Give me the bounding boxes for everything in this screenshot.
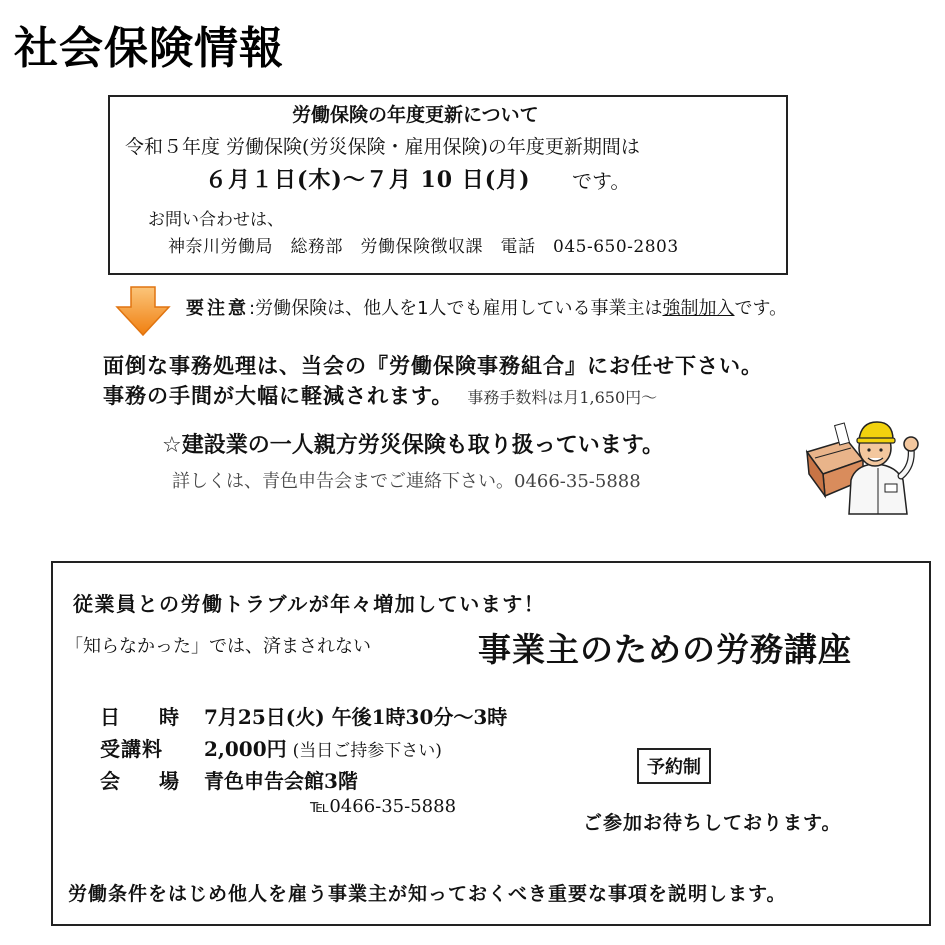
inquiry-contact: 神奈川労働局 総務部 労働保険徴収課 電話 045-650-2803 <box>168 237 679 257</box>
seminar-venue-row <box>100 765 358 794</box>
venue-label: 会 場 <box>100 769 195 793</box>
contractor-contact: 詳しくは、青色申告会までご連絡下さい。0466-35-5888 <box>172 471 641 492</box>
caution-line <box>186 294 787 320</box>
waiting-message: ご参加お待ちしております。 <box>583 812 842 834</box>
caution-emphasis: 強制加入 <box>662 298 735 319</box>
guild-promo-line: 面倒な事務処理は、当会の『労働保険事務組合』にお任せ下さい。 <box>103 354 763 378</box>
guild-benefit: 事務の手間が大幅に軽減されます。 <box>103 384 454 408</box>
fee-note: (当日ご持参下さい) <box>292 741 442 761</box>
fee-value: 2,000円 <box>204 737 287 761</box>
seminar-subtitle: 「知らなかった」では、済まされない <box>65 636 371 657</box>
contractor-insurance-line: ☆建設業の一人親方労災保険も取り扱っています。 <box>162 433 664 458</box>
renewal-title: 労働保険の年度更新について <box>292 104 539 126</box>
renewal-description: 令和５年度 労働保険(労災保険・雇用保険)の年度更新期間は <box>125 136 640 158</box>
seminar-date-row <box>100 701 507 730</box>
caution-text-end: です。 <box>734 298 788 319</box>
seminar-footer: 労働条件をはじめ他人を雇う事業主が知っておくべき重要な事項を説明します。 <box>68 883 787 905</box>
seminar-headline: 従業員との労働トラブルが年々増加しています！ <box>73 592 546 616</box>
inquiry-label: お問い合わせは、 <box>148 210 284 230</box>
renewal-period: ６月１日(木)～７月 10 日(月) <box>205 167 531 193</box>
guild-promo-line-2 <box>103 380 657 410</box>
fee-label: 受講料 <box>100 737 163 761</box>
reservation-badge: 予約制 <box>637 748 711 784</box>
renewal-period-suffix: です。 <box>572 169 631 193</box>
seminar-title: 事業主のための労務講座 <box>478 630 852 669</box>
venue-value: 青色申告会館3階 <box>204 769 358 793</box>
date-value: 7月25日(火) 午後1時30分～3時 <box>204 705 508 729</box>
caution-label: 要注意 <box>186 298 249 319</box>
venue-tel: ℡0466-35-5888 <box>310 796 457 817</box>
seminar-fee-row <box>100 733 442 762</box>
down-arrow-icon <box>115 285 171 341</box>
date-label: 日 時 <box>100 705 195 729</box>
caution-text: :労働保険は、他人を1人でも雇用している事業主は <box>249 298 663 319</box>
construction-worker-illustration <box>803 410 923 519</box>
page-title: 社会保険情報 <box>14 23 284 74</box>
guild-fee: 事務手数料は月1,650円～ <box>467 388 658 407</box>
